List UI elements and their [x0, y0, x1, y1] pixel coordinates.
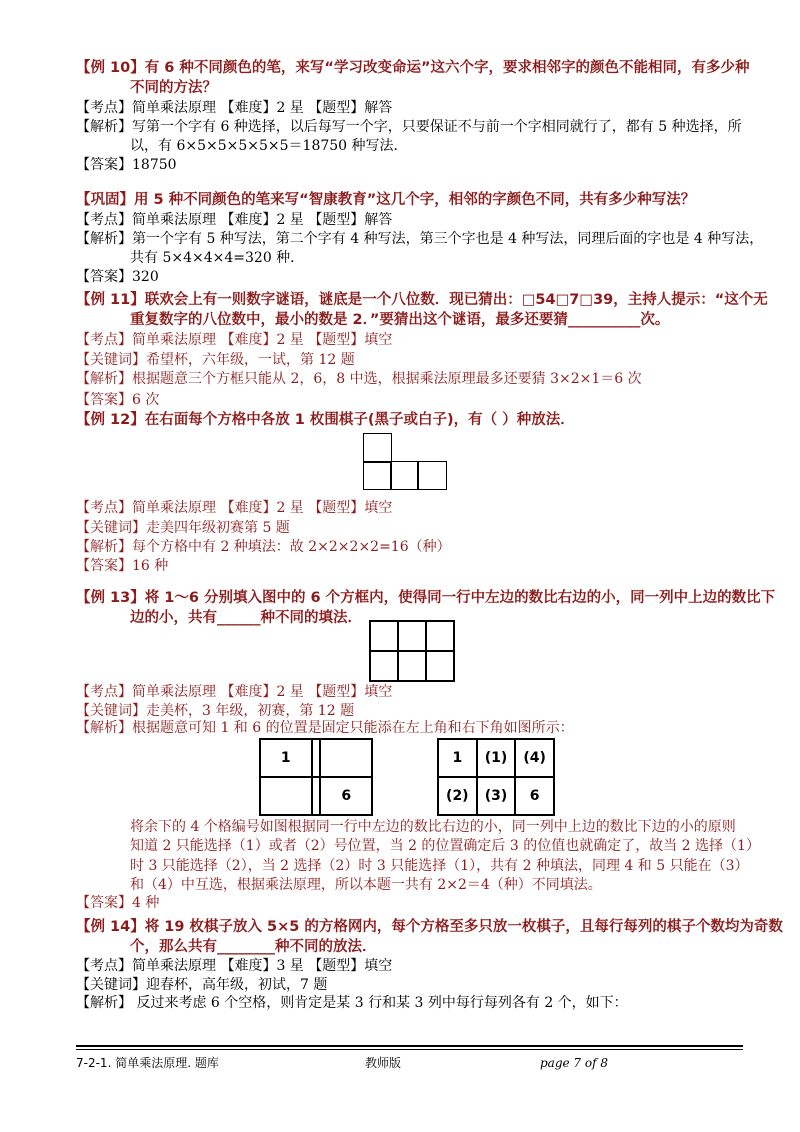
ex10-question: 【例 10】有 6 种不同颜色的笔，来写“学习改变命运”这六个字，要求相邻字的颜色不能相同，有多少种 — [76, 60, 750, 76]
grid-cell: 1 — [260, 739, 312, 777]
grid-cell — [370, 621, 398, 651]
footer-rule — [76, 1045, 743, 1047]
grid-cell — [398, 621, 426, 651]
ex13-explanation-1: 将余下的 4 个格编号如图根据同一行中左边的数比右边的小，同一列中上边的数比下边的小的原则 — [130, 819, 736, 835]
grid-cell: 6 — [320, 777, 372, 815]
ex10-answer: 【答案】18750 — [76, 157, 177, 173]
ex12-cell — [363, 461, 392, 490]
ex11-analysis: 【解析】根据题意三个方框只能从 2，6，8 中选，根据乘法原理最多还要猜 3×2×1＝6 次 — [76, 371, 642, 387]
grid-cell — [320, 739, 372, 777]
grid-cell: (1) — [477, 739, 516, 777]
ex10-analysis: 【解析】写第一个字有 6 种选择，以后每写一个字，只要保证不与前一个字相同就行了，都有 5 种选择，所 — [76, 119, 742, 135]
ex10-analysis-cont: 以，有 6×5×5×5×5×5＝18750 种写法． — [130, 138, 408, 154]
ex11-keywords: 【关键词】希望杯，六年级，一试，第 12 题 — [76, 352, 355, 368]
footer-edition: 教师版 — [365, 1056, 402, 1070]
ex13-explanation-2: 知道 2 只能选择（1）或者（2）号位置，当 2 的位置确定后 3 的位值也就确定了，故当 2 选择（1） — [130, 838, 760, 854]
ex12-analysis: 【解析】每个方格中有 2 种填法：故 2×2×2×2=16（种） — [76, 539, 451, 555]
ex11-question: 【例 11】联欢会上有一则数字谜语，谜底是一个八位数．现已猜出：□54□7□39，主持人提示：“这个无 — [76, 292, 768, 308]
ex11-question-cont: 重复数字的八位数中，最小的数是 2．”要猜出这个谜语，最多还要猜__________次。 — [130, 312, 670, 328]
grid-cell — [370, 651, 398, 681]
grid-cell: (4) — [515, 739, 554, 777]
gg-question: 【巩固】用 5 种不同颜色的笔来写“智康教育”这几个字，相邻的字颜色不同，共有多少种写法？ — [76, 192, 696, 208]
ex11-meta: 【考点】简单乘法原理 【难度】2 星 【题型】填空 — [76, 332, 393, 348]
grid-cell: (2) — [438, 777, 477, 815]
ex10-question-cont: 不同的方法？ — [130, 80, 217, 96]
ex13-answer: 【答案】4 种 — [76, 895, 160, 911]
ex14-meta: 【考点】简单乘法原理 【难度】3 星 【题型】填空 — [76, 958, 393, 974]
gg-answer: 【答案】320 — [76, 269, 159, 285]
ex14-question: 【例 14】将 19 枚棋子放入 5×5 的方格网内，每个方格至多只放一枚棋子，且每行每列的棋子个数均为奇数 — [76, 919, 783, 935]
ex13-answer-grid-a — [259, 738, 373, 816]
footer-rule-thin — [76, 1049, 743, 1050]
grid-cell — [312, 739, 321, 777]
grid-cell — [426, 621, 454, 651]
ex10-meta: 【考点】简单乘法原理 【难度】2 星 【题型】解答 — [76, 100, 393, 116]
gg-meta: 【考点】简单乘法原理 【难度】2 星 【题型】解答 — [76, 212, 393, 228]
ex14-question-cont: 个，那么共有________种不同的放法． — [130, 939, 377, 955]
grid-cell — [426, 651, 454, 681]
ex13-analysis: 【解析】根据题意可知 1 和 6 的位置是固定只能添在左上角和右下角如图所示： — [76, 720, 574, 736]
ex13-keywords: 【关键词】走美杯，3 年级，初赛，第 12 题 — [76, 703, 355, 719]
ex13-question: 【例 13】将 1～6 分别填入图中的 6 个方框内，使得同一行中左边的数比右边的小，同一列中上边的数比下 — [76, 590, 776, 606]
grid-cell — [398, 651, 426, 681]
ex12-meta: 【考点】简单乘法原理 【难度】2 星 【题型】填空 — [76, 500, 393, 516]
ex14-keywords: 【关键词】迎春杯，高年级，初试，7 题 — [76, 977, 328, 993]
ex12-cell — [363, 433, 392, 463]
grid-cell — [260, 777, 312, 815]
ex13-question-cont: 边的小，共有______种不同的填法． — [130, 610, 362, 626]
gg-analysis: 【解析】第一个字有 5 种写法，第二个字有 4 种写法，第三个字也是 4 种写法，同理后面的字也是 4 种写法， — [76, 231, 764, 247]
grid-cell: 6 — [515, 777, 554, 815]
gg-analysis-cont: 共有 5×4×4×4=320 种． — [130, 250, 305, 266]
ex13-question-grid — [369, 620, 455, 682]
ex12-cell — [417, 461, 447, 490]
ex13-meta: 【考点】简单乘法原理 【难度】2 星 【题型】填空 — [76, 684, 393, 700]
grid-cell: 1 — [438, 739, 477, 777]
ex13-answer-grid-b — [437, 738, 555, 816]
grid-cell — [312, 777, 321, 815]
ex11-answer: 【答案】6 次 — [76, 392, 160, 408]
grid-cell: (3) — [477, 777, 516, 815]
ex14-analysis: 【解析】 反过来考虑 6 个空格，则肯定是某 3 行和某 3 列中每行每列各有 2 个，如下： — [76, 995, 628, 1011]
footer-page-number: page 7 of 8 — [540, 1056, 608, 1070]
ex12-cell — [390, 461, 419, 490]
ex13-explanation-4: 和（4）中互选，根据乘法原理，所以本题一共有 2×2＝4（种）不同填法。 — [130, 877, 602, 893]
footer-title: 7-2-1. 简单乘法原理. 题库 — [76, 1056, 219, 1070]
ex12-keywords: 【关键词】走美四年级初赛第 5 题 — [76, 520, 290, 536]
ex12-answer: 【答案】16 种 — [76, 558, 169, 574]
ex13-explanation-3: 时 3 只能选择（2），当 2 选择（2）时 3 只能选择（1），共有 2 种填法，同理 4 和 5 只能在（3） — [130, 858, 749, 874]
ex12-question: 【例 12】在右面每个方格中各放 1 枚围棋子(黑子或白子)，有（ ）种放法． — [76, 412, 575, 428]
